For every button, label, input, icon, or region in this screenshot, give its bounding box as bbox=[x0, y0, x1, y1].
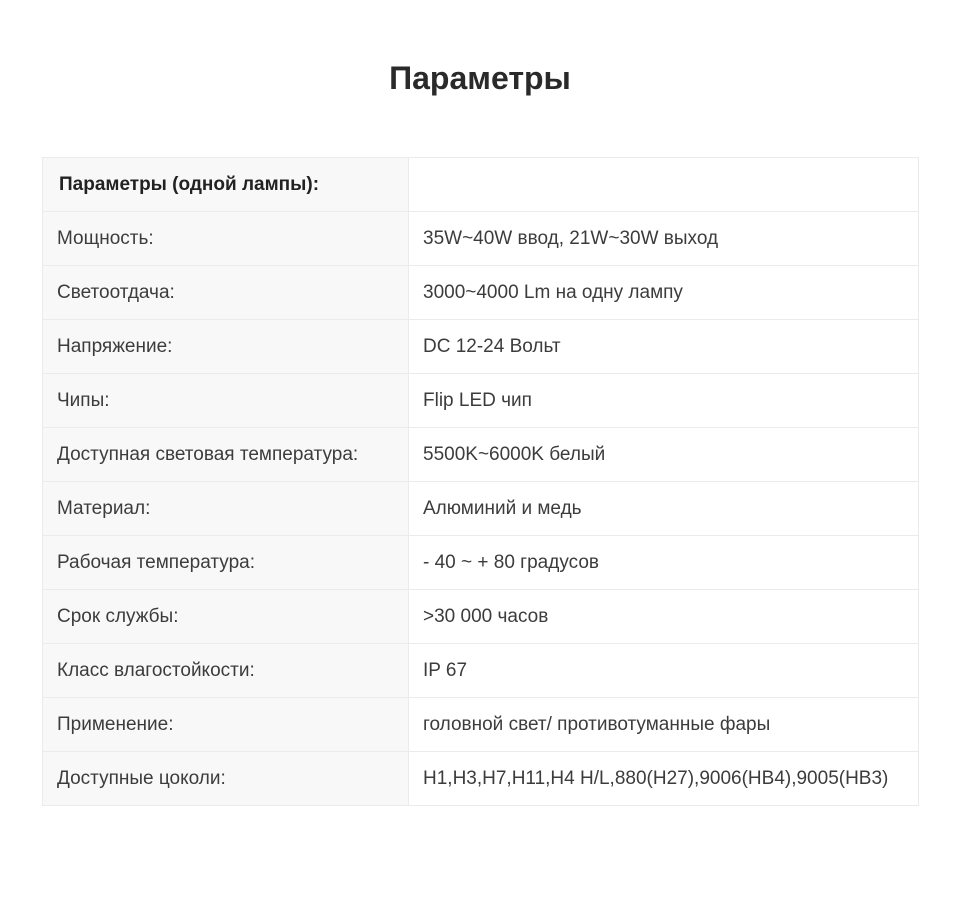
page-title: Параметры bbox=[389, 60, 571, 96]
row-label: Применение: bbox=[43, 698, 409, 752]
row-value: IP 67 bbox=[409, 644, 919, 698]
row-value: >30 000 часов bbox=[409, 590, 919, 644]
table-row bbox=[43, 374, 919, 428]
row-value: Алюминий и медь bbox=[409, 482, 919, 536]
row-value: Flip LED чип bbox=[409, 374, 919, 428]
table-row bbox=[43, 752, 919, 806]
row-label: Рабочая температура: bbox=[43, 536, 409, 590]
row-label: Доступная световая температура: bbox=[43, 428, 409, 482]
table-row bbox=[43, 212, 919, 266]
table-row bbox=[43, 320, 919, 374]
table-row bbox=[43, 428, 919, 482]
table-row bbox=[43, 590, 919, 644]
row-label: Напряжение: bbox=[43, 320, 409, 374]
table-header-value bbox=[409, 158, 919, 212]
table-row bbox=[43, 698, 919, 752]
row-label: Материал: bbox=[43, 482, 409, 536]
table-row bbox=[43, 536, 919, 590]
row-value: 35W~40W ввод, 21W~30W выход bbox=[409, 212, 919, 266]
table-header-label: Параметры (одной лампы): bbox=[43, 158, 409, 212]
row-label: Чипы: bbox=[43, 374, 409, 428]
table-row bbox=[43, 266, 919, 320]
row-label: Класс влагостойкости: bbox=[43, 644, 409, 698]
row-value: H1,H3,H7,H11,H4 H/L,880(H27),9006(HB4),9005(HB3) bbox=[409, 752, 919, 806]
row-value: головной свет/ противотуманные фары bbox=[409, 698, 919, 752]
row-label: Доступные цоколи: bbox=[43, 752, 409, 806]
spec-table bbox=[42, 157, 919, 806]
table-row bbox=[43, 644, 919, 698]
row-label: Светоотдача: bbox=[43, 266, 409, 320]
row-value: - 40 ~ + 80 градусов bbox=[409, 536, 919, 590]
row-label: Срок службы: bbox=[43, 590, 409, 644]
row-label: Мощность: bbox=[43, 212, 409, 266]
table-row bbox=[43, 482, 919, 536]
row-value: DC 12-24 Вольт bbox=[409, 320, 919, 374]
table-header-row bbox=[43, 158, 919, 212]
row-value: 5500K~6000K белый bbox=[409, 428, 919, 482]
row-value: 3000~4000 Lm на одну лампу bbox=[409, 266, 919, 320]
